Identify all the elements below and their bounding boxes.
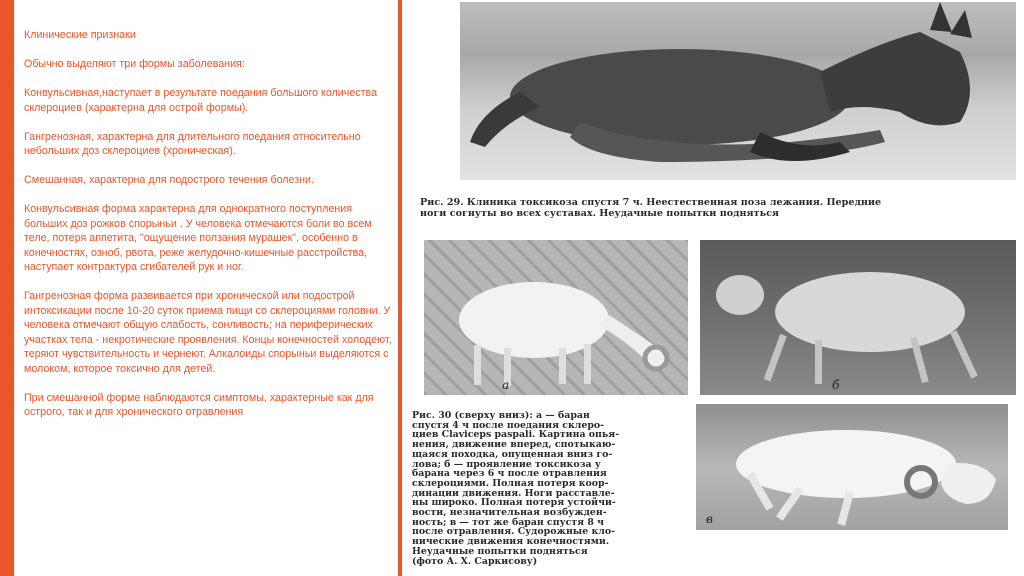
text-panel — [24, 28, 394, 434]
photo-ram-b — [700, 240, 1016, 395]
paragraph-convulsive: Конвульсивная,наступает в результате поедания большого количества склероциев (характерна для острой формы). — [24, 87, 378, 114]
figure-29-caption: Рис. 29. Клиника токсикоза спустя 7 ч. Неестественная поза лежания. Передние ноги согнуты во всех суставах. Неудачные попытки подняться — [420, 197, 882, 220]
label-a: а — [502, 378, 510, 392]
paragraph-gangrenous-detail: Гангренозная форма развивается при хронической или подострой интоксикации после 10-20 суток приема пищи со склероциями головни. У человека отмечают общую слабость, сонливость; на периферических участках тела - некротические проявления. Концы конечностей холодеют, теряют чувствительность и чернеют. Алкалоиды спорыньи выделяются с молоком, которое токсично для детей. — [24, 290, 392, 375]
label-b: б — [832, 378, 840, 392]
paragraph-mixed-detail: При смешанной форме наблюдаются симптомы, характерные как для острого, так и для хронического отравления — [24, 391, 374, 418]
paragraph-mixed: Смешанная, характерна для подострого течения болезни. — [24, 174, 314, 186]
figure-area — [402, 0, 1024, 576]
accent-bar-left — [0, 0, 14, 576]
paragraph-convulsive-detail: Конвульсивная форма характерна для однократного поступления больших доз рожков спорыньи . У человека отмечаются боли во всем теле, потеря аппетита, "ощущение ползания мурашек", особенно в конечностях, озноб, рвота, реже желудочно-кишечные расстройства, наступает контрактура сгибателей рук и ног. — [24, 203, 372, 273]
paragraph-intro: Обычно выделяют три формы заболевания: — [24, 58, 245, 70]
photo-ram-a — [424, 240, 688, 395]
photo-ram-v — [696, 404, 1008, 530]
horse-illustration — [460, 2, 1016, 180]
ram-v-illustration — [696, 404, 1008, 530]
label-v: в — [706, 512, 713, 526]
figure-30-caption: Рис. 30 (сверху вниз): а — баран спустя 4 ч после поедания склеро- циев Claviceps paspali. Картина опья- нения, движение вперед, спотыкаю- щаяся походка, опущенная вниз го- лова; б — проявление токсикоза у барана через 6 ч после отравления склероциями. Полная потеря коор- динации движения. Ноги расставле- ны широко. Полная потеря устойчи- вости, незначительная возбужден- ность; в — тот же баран спустя 8 ч после отравления. Судорожные кло- нические движения конечностями. Неудачные попытки подняться (фото А. Х. Саркисову) — [412, 410, 620, 567]
ram-a-illustration — [424, 240, 688, 395]
ram-b-illustration — [700, 240, 1016, 395]
slide-title: Клинические признаки — [24, 29, 136, 41]
paragraph-gangrenous: Гангренозная, характерна для длительного поедания относительно небольших доз склероциев (хроническая). — [24, 130, 361, 157]
photo-horse — [460, 2, 1016, 180]
